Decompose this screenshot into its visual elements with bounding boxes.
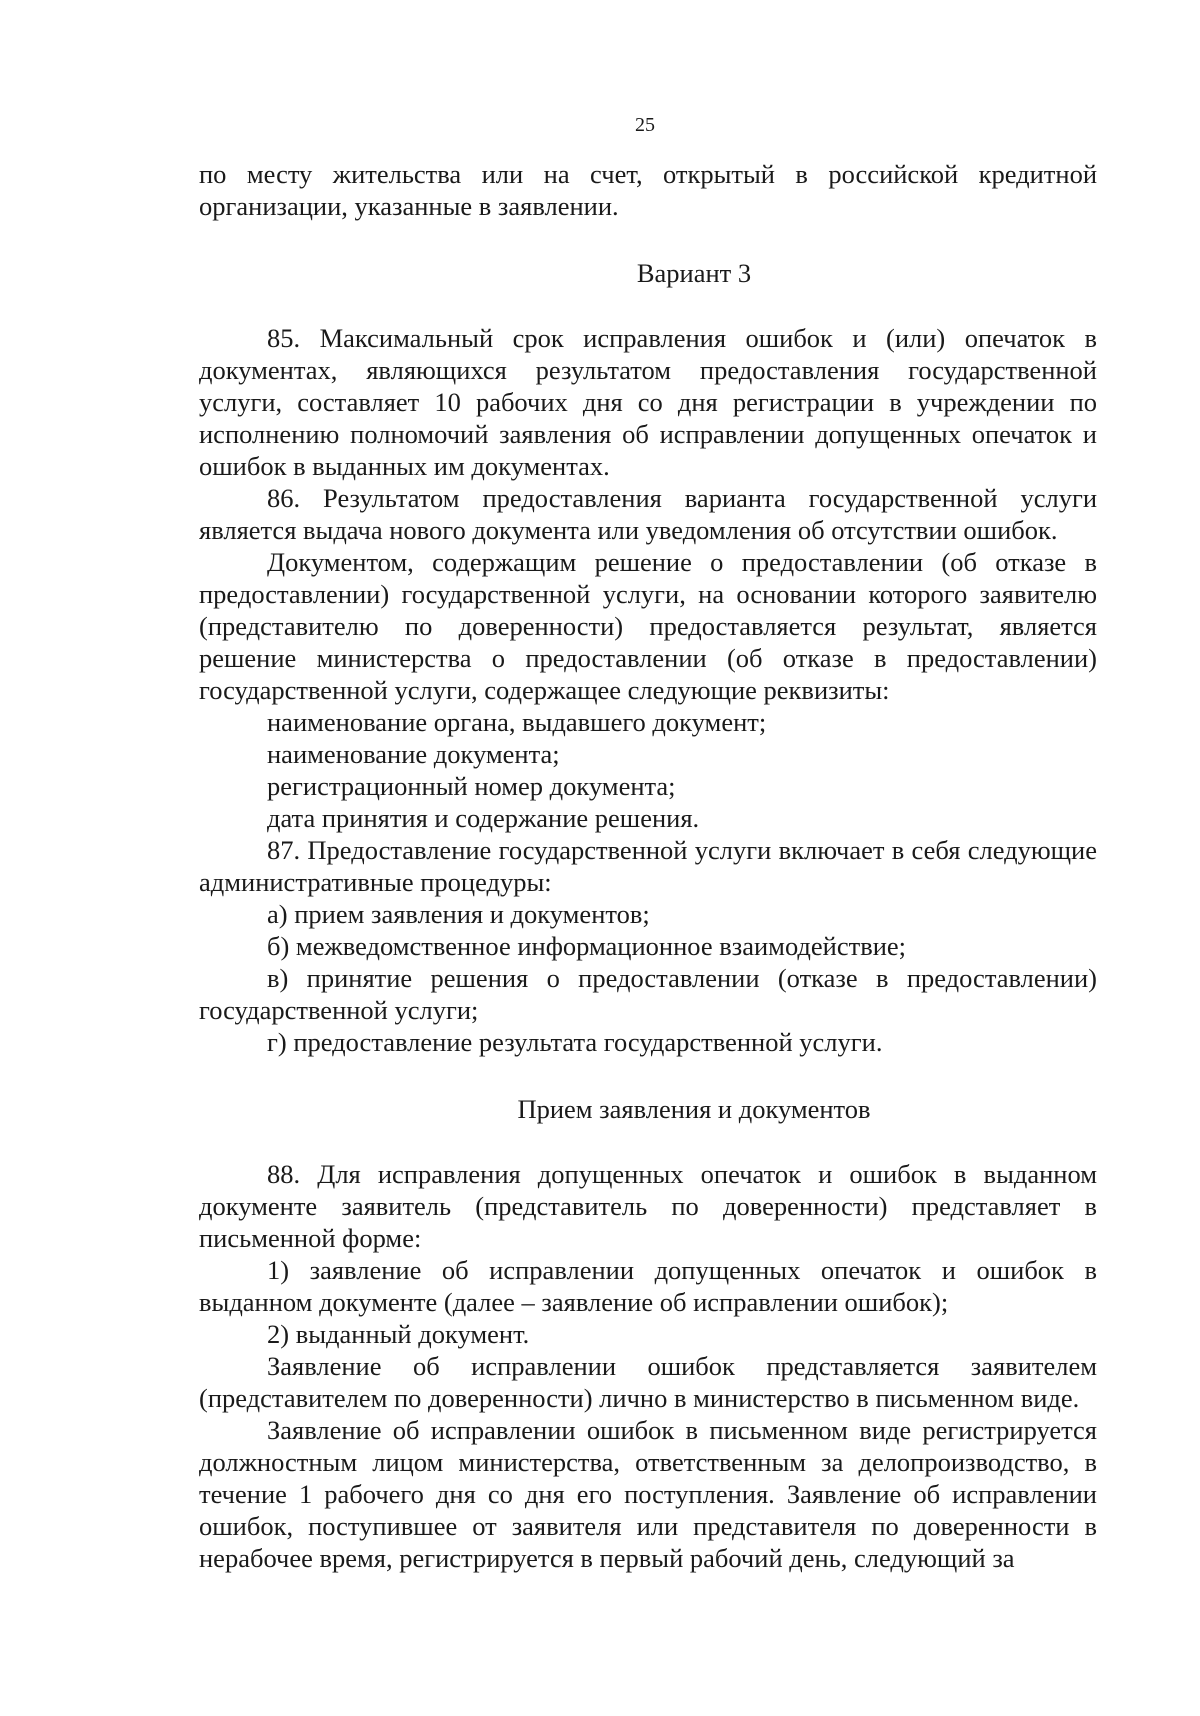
paragraph-application-submission: Заявление об исправлении ошибок представляется заявителем (представителем по доверенности) лично в министерство в письменном виде. [199,1351,1097,1413]
paragraph-application-registration: Заявление об исправлении ошибок в письменном виде регистрируется должностным лицом министерства, ответственным за делопроизводство, в течение 1 рабочего дня со дня его поступления. Заявление об исправлении ошибок, поступившее от заявителя или представителя по доверенности в нерабочее время, регистрируется в первый рабочий день, следующий за [199,1415,1097,1573]
list-item: регистрационный номер документа; [267,771,676,801]
list-item: а) прием заявления и документов; [267,899,650,929]
list-item: 1) заявление об исправлении допущенных опечаток и ошибок в выданном документе (далее – заявление об исправлении ошибок); [199,1255,1097,1317]
paragraph-85: 85. Максимальный срок исправления ошибок и (или) опечаток в документах, являющихся результатом предоставления государственной услуги, составляет 10 рабочих дня со дня регистрации в учреждении по исполнению полномочий заявления об исправлении допущенных опечаток и ошибок в выданных им документах. [199,323,1097,481]
paragraph-87: 87. Предоставление государственной услуги включает в себя следующие административные процедуры: [199,835,1097,897]
document-body [199,158,1097,1574]
list-item: наименование документа; [267,739,560,769]
list-item: в) принятие решения о предоставлении (отказе в предоставлении) государственной услуги; [199,963,1097,1025]
list-item: б) межведомственное информационное взаимодействие; [267,931,907,961]
list-item: г) предоставление результата государственной услуги. [267,1027,883,1057]
paragraph-continuation: по месту жительства или на счет, открытый в российской кредитной организации, указанные в заявлении. [199,159,1097,221]
paragraph-decision-document: Документом, содержащим решение о предоставлении (об отказе в предоставлении) государственной услуги, на основании которого заявителю (представителю по доверенности) предоставляется результат, является решение министерства о предоставлении (об отказе в предоставлении) государственной услуги, содержащее следующие реквизиты: [199,547,1097,705]
paragraph-86: 86. Результатом предоставления варианта государственной услуги является выдача нового документа или уведомления об отсутствии ошибок. [199,483,1097,545]
section-heading-variant-3: Вариант 3 [636,258,752,288]
list-item: наименование органа, выдавшего документ; [267,707,767,737]
paragraph-88: 88. Для исправления допущенных опечаток и ошибок в выданном документе заявитель (представитель по доверенности) представляет в письменной форме: [199,1159,1097,1253]
list-item: 2) выданный документ. [267,1319,530,1349]
section-heading-reception: Прием заявления и документов [517,1094,871,1124]
list-item: дата принятия и содержание решения. [267,803,700,833]
page-number: 25 [635,114,655,136]
